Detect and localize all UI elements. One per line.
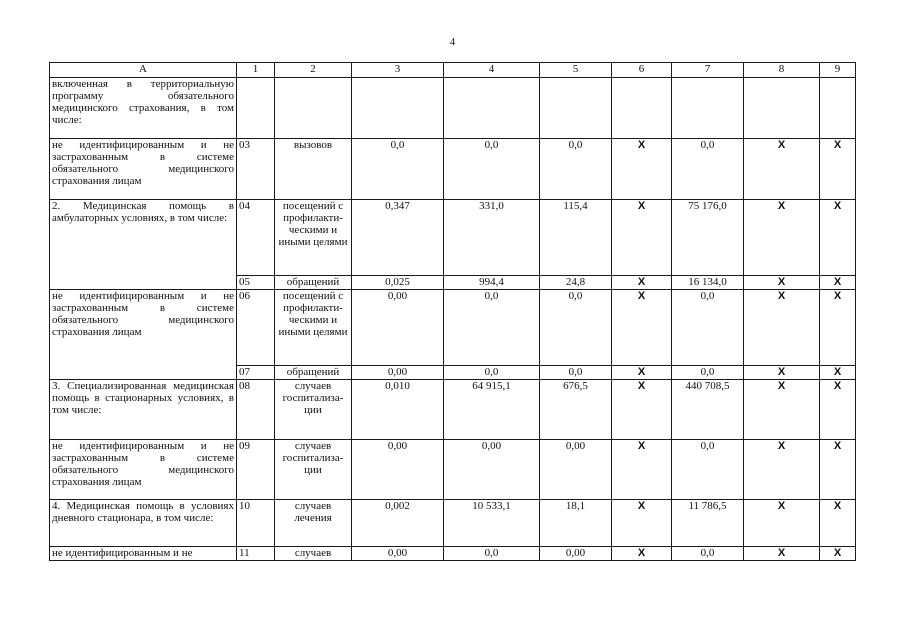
row-code: 06 [237, 290, 275, 366]
cell-col4: 0,0 [444, 366, 540, 380]
cell-col8: X [744, 547, 820, 561]
cell-col3: 0,00 [352, 366, 444, 380]
cell-col4: 994,4 [444, 276, 540, 290]
cell-col7: 11 786,5 [672, 500, 744, 547]
row-name: включенная в территориальную программу обязательного медицинского страхования, в том числе: [50, 78, 237, 139]
row-code: 10 [237, 500, 275, 547]
row-unit: случаев лечения [275, 500, 352, 547]
row-code: 11 [237, 547, 275, 561]
cell-col6: X [612, 547, 672, 561]
row-code: 07 [237, 366, 275, 380]
table-row [50, 139, 856, 200]
col-header: 7 [672, 63, 744, 78]
table-row [50, 380, 856, 440]
row-code: 08 [237, 380, 275, 440]
cell-col3: 0,0 [352, 139, 444, 200]
cell [612, 78, 672, 139]
cell-col5: 24,8 [540, 276, 612, 290]
cell-col5: 0,0 [540, 290, 612, 366]
cell-col6: X [612, 139, 672, 200]
cell-col7: 16 134,0 [672, 276, 744, 290]
cell-col7: 440 708,5 [672, 380, 744, 440]
cell-col6: X [612, 276, 672, 290]
cell-col9: X [820, 366, 856, 380]
cell-col9: X [820, 547, 856, 561]
cell-col4: 10 533,1 [444, 500, 540, 547]
cell-col6: X [612, 440, 672, 500]
cell-col7: 0,0 [672, 547, 744, 561]
cell-col4: 0,0 [444, 547, 540, 561]
row-code: 04 [237, 200, 275, 276]
row-code: 03 [237, 139, 275, 200]
cell-col6: X [612, 290, 672, 366]
cell-col7: 0,0 [672, 440, 744, 500]
cell-col3: 0,010 [352, 380, 444, 440]
row-unit: обращений [275, 366, 352, 380]
cell-col9: X [820, 200, 856, 276]
cell-col3: 0,00 [352, 547, 444, 561]
row-unit: случаев госпитализа-ции [275, 380, 352, 440]
cell [540, 78, 612, 139]
cell [352, 78, 444, 139]
cell [744, 78, 820, 139]
cell-col9: X [820, 139, 856, 200]
table-row [50, 440, 856, 500]
cell-col8: X [744, 440, 820, 500]
cell-col5: 115,4 [540, 200, 612, 276]
cell-col9: X [820, 290, 856, 366]
cell-col5: 0,00 [540, 440, 612, 500]
col-header: 3 [352, 63, 444, 78]
cell-col3: 0,00 [352, 290, 444, 366]
row-name: 2. Медицинская помощь в амбулаторных условиях, в том числе: [50, 200, 237, 290]
cell-col7: 0,0 [672, 366, 744, 380]
row-name: 3. Специализированная медицинская помощь в стационарных условиях, в том числе: [50, 380, 237, 440]
cell-col9: X [820, 440, 856, 500]
cell-col3: 0,00 [352, 440, 444, 500]
col-header: 5 [540, 63, 612, 78]
cell-col7: 0,0 [672, 290, 744, 366]
cell-col8: X [744, 500, 820, 547]
cell-col3: 0,347 [352, 200, 444, 276]
cell-col4: 0,0 [444, 290, 540, 366]
cell-col6: X [612, 200, 672, 276]
cell-col9: X [820, 500, 856, 547]
cell-col4: 0,00 [444, 440, 540, 500]
cell-col3: 0,002 [352, 500, 444, 547]
cell-col8: X [744, 380, 820, 440]
cell-col5: 0,0 [540, 139, 612, 200]
row-unit: посещений с профилакти-ческими и иными целями [275, 200, 352, 276]
cell-col8: X [744, 276, 820, 290]
col-header: 9 [820, 63, 856, 78]
cell-col8: X [744, 200, 820, 276]
col-header: 2 [275, 63, 352, 78]
page-number: 4 [449, 36, 456, 48]
cell [237, 78, 275, 139]
cell [275, 78, 352, 139]
cell-col6: X [612, 500, 672, 547]
data-table [49, 62, 856, 561]
cell-col9: X [820, 380, 856, 440]
cell [444, 78, 540, 139]
row-name: 4. Медицинская помощь в условиях дневного стационара, в том числе: [50, 500, 237, 547]
row-unit: случаев госпитализа-ции [275, 440, 352, 500]
row-unit: обращений [275, 276, 352, 290]
row-unit: случаев [275, 547, 352, 561]
cell-col8: X [744, 366, 820, 380]
row-name: не идентифицированным и не застрахованным в системе обязательного медицинского страхования лицам [50, 290, 237, 380]
table-row [50, 500, 856, 547]
cell [672, 78, 744, 139]
cell-col7: 75 176,0 [672, 200, 744, 276]
row-code: 09 [237, 440, 275, 500]
table-row [50, 290, 856, 366]
cell-col5: 676,5 [540, 380, 612, 440]
header-row [50, 63, 856, 78]
table-row [50, 547, 856, 561]
row-unit: посещений с профилакти-ческими и иными целями [275, 290, 352, 366]
cell [820, 78, 856, 139]
row-code: 05 [237, 276, 275, 290]
cell-col3: 0,025 [352, 276, 444, 290]
cell-col4: 0,0 [444, 139, 540, 200]
row-name: не идентифицированным и не застрахованным в системе обязательного медицинского страхования лицам [50, 440, 237, 500]
row-name: не идентифицированным и не застрахованным в системе обязательного медицинского страхования лицам [50, 139, 237, 200]
cell-col6: X [612, 366, 672, 380]
cell-col8: X [744, 139, 820, 200]
cell-col9: X [820, 276, 856, 290]
cell-col5: 0,00 [540, 547, 612, 561]
col-header: 6 [612, 63, 672, 78]
col-header: A [50, 63, 237, 78]
col-header: 4 [444, 63, 540, 78]
row-name: не идентифицированным и не [50, 547, 237, 561]
table-row [50, 78, 856, 139]
cell-col6: X [612, 380, 672, 440]
cell-col4: 331,0 [444, 200, 540, 276]
row-unit: вызовов [275, 139, 352, 200]
cell-col8: X [744, 290, 820, 366]
col-header: 1 [237, 63, 275, 78]
table-row [50, 200, 856, 276]
col-header: 8 [744, 63, 820, 78]
cell-col7: 0,0 [672, 139, 744, 200]
cell-col4: 64 915,1 [444, 380, 540, 440]
cell-col5: 18,1 [540, 500, 612, 547]
cell-col5: 0,0 [540, 366, 612, 380]
